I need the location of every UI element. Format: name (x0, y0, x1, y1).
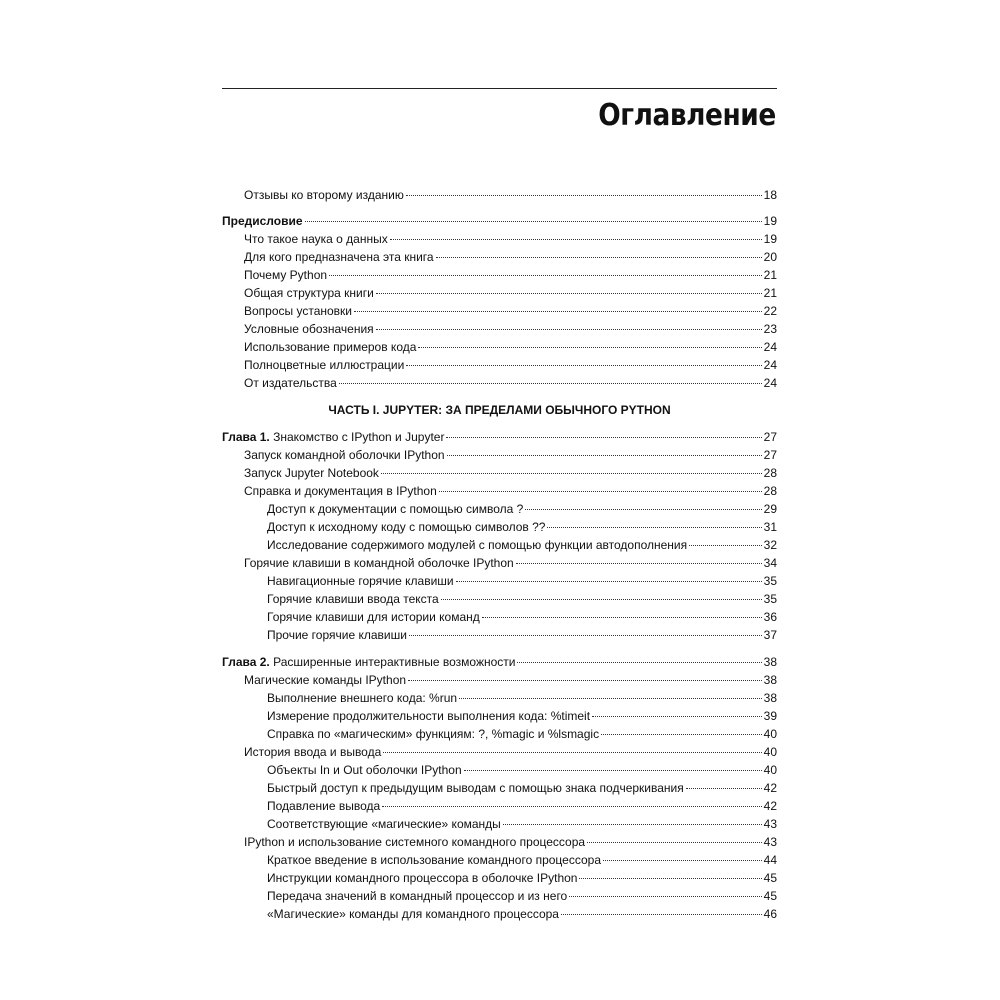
dot-leader (569, 896, 761, 897)
top-rule (222, 88, 777, 89)
dot-leader (456, 581, 762, 582)
dot-leader (406, 365, 761, 366)
toc-spacer (222, 419, 777, 428)
toc-entry-text: Справка по «магическим» функциям: ?, %magic и %lsmagic (267, 727, 600, 741)
toc-entry[interactable] (222, 536, 777, 554)
toc-entry-text: Справка и документация в IPython (244, 484, 437, 498)
toc-entry-label (244, 833, 585, 851)
toc-page-number: 38 (763, 691, 777, 705)
toc-page-number: 19 (763, 232, 777, 246)
dot-leader (525, 509, 761, 510)
toc-entry[interactable] (222, 779, 777, 797)
dot-leader (409, 635, 762, 636)
toc-entry[interactable] (222, 590, 777, 608)
toc-entry-text: Расширенные интерактивные возможности (273, 655, 516, 669)
toc-entry-label (267, 608, 480, 626)
toc-page-number: 43 (763, 817, 777, 831)
part-heading: ЧАСТЬ I. JUPYTER: ЗА ПРЕДЕЛАМИ ОБЫЧНОГО PYTHON (328, 403, 671, 417)
toc-entry-label (222, 212, 303, 230)
dot-leader (503, 824, 762, 825)
toc-entry-text: Выполнение внешнего кода: %run (267, 691, 458, 705)
dot-leader (381, 473, 762, 474)
toc-spacer (222, 392, 777, 401)
dot-leader (441, 599, 762, 600)
toc-entry-text: Доступ к документации с помощью символа ? (267, 502, 524, 516)
toc-entry[interactable] (222, 338, 777, 356)
toc-entry-text: Инструкции командного процессора в оболочке IPython (267, 871, 578, 885)
dot-leader (464, 770, 762, 771)
toc-entry-text: IPython и использование системного командного процессора (244, 835, 586, 849)
toc-entry-label (267, 536, 687, 554)
toc-page-number: 34 (763, 556, 777, 570)
dot-leader (329, 275, 762, 276)
toc-entry[interactable] (222, 572, 777, 590)
toc-entry-label (244, 464, 379, 482)
toc-spacer (222, 204, 777, 212)
toc-entry-text: Соответствующие «магические» команды (267, 817, 501, 831)
toc-entry-text: Краткое введение в использование командного процессора (267, 853, 601, 867)
toc-entry-text: Быстрый доступ к предыдущим выводам с помощью знака подчеркивания (267, 781, 684, 795)
toc-entry-text: Горячие клавиши в командной оболочке IPython (244, 556, 514, 570)
toc-entry-text: Запуск Jupyter Notebook (244, 466, 379, 480)
toc-entry[interactable] (222, 833, 777, 851)
toc-entry-label (267, 626, 407, 644)
toc-entry-text: Знакомство с IPython и Jupyter (273, 430, 445, 444)
toc-page-number: 32 (763, 538, 777, 552)
toc-entry[interactable] (222, 248, 777, 266)
toc-entry[interactable] (222, 815, 777, 833)
toc-entry[interactable] (222, 518, 777, 536)
toc-entry-label (267, 869, 577, 887)
toc-entry[interactable] (222, 725, 777, 743)
toc-entry-text: Общая структура книги (244, 286, 374, 300)
toc-entry[interactable] (222, 869, 777, 887)
toc-entry-label (267, 851, 601, 869)
table-of-contents (222, 186, 777, 923)
toc-page-number: 19 (763, 214, 777, 228)
toc-entry-text: Вопросы установки (244, 304, 353, 318)
toc-entry-text: Отзывы ко второму изданию (244, 188, 404, 202)
toc-entry[interactable] (222, 797, 777, 815)
toc-entry[interactable] (222, 554, 777, 572)
toc-entry[interactable] (222, 626, 777, 644)
toc-page-number: 29 (763, 502, 777, 516)
toc-entry-text: Магические команды IPython (244, 673, 407, 687)
toc-entry-label (244, 554, 514, 572)
toc-entry[interactable] (222, 851, 777, 869)
toc-entry[interactable] (222, 266, 777, 284)
toc-page-number: 21 (763, 268, 777, 282)
toc-entry-text: Горячие клавиши для истории команд (267, 610, 480, 624)
dot-leader (516, 563, 762, 564)
toc-entry-label (267, 887, 567, 905)
toc-entry-text: «Магические» команды для командного процессора (267, 907, 559, 921)
toc-entry[interactable] (222, 464, 777, 482)
toc-page-number: 40 (763, 727, 777, 741)
toc-page-number: 37 (763, 628, 777, 642)
toc-entry-text: Навигационные горячие клавиши (267, 574, 454, 588)
toc-entry-label (244, 374, 337, 392)
toc-entry-label (244, 248, 434, 266)
toc-entry[interactable] (222, 374, 777, 392)
toc-page-number: 20 (763, 250, 777, 264)
toc-page-number: 38 (763, 673, 777, 687)
dot-leader (689, 545, 762, 546)
toc-page-number: 35 (763, 592, 777, 606)
toc-entry-text: Подавление вывода (267, 799, 381, 813)
toc-entry-label (244, 230, 388, 248)
toc-page-number: 46 (763, 907, 777, 921)
chapter-number: Глава 2. (222, 655, 270, 669)
toc-entry-label (244, 671, 406, 689)
dot-leader (406, 195, 762, 196)
toc-page-number: 45 (763, 889, 777, 903)
dot-leader (439, 491, 762, 492)
toc-entry[interactable] (222, 284, 777, 302)
dot-leader (408, 680, 762, 681)
dot-leader (579, 878, 761, 879)
toc-entry-label (244, 743, 381, 761)
toc-entry-text: История ввода и вывода (244, 745, 382, 759)
toc-entry-text: Полноцветные иллюстрации (244, 358, 405, 372)
toc-entry-label (222, 653, 515, 671)
toc-entry-text: Измерение продолжительности выполнения кода: %timeit (267, 709, 591, 723)
toc-entry-text: Предисловие (222, 214, 303, 228)
toc-entry-label (267, 815, 501, 833)
toc-entry-label (222, 428, 444, 446)
toc-entry[interactable] (222, 428, 777, 446)
toc-entry[interactable] (222, 905, 777, 923)
toc-entry-text: Использование примеров кода (244, 340, 417, 354)
dot-leader (547, 527, 761, 528)
toc-entry[interactable] (222, 356, 777, 374)
toc-entry-text: От издательства (244, 376, 337, 390)
toc-entry-label (244, 320, 374, 338)
toc-entry-label (244, 186, 404, 204)
dot-leader (390, 239, 762, 240)
toc-entry[interactable] (222, 446, 777, 464)
toc-entry-label (244, 284, 374, 302)
toc-entry-text: Условные обозначения (244, 322, 374, 336)
toc-entry-text: Для кого предназначена эта книга (244, 250, 434, 264)
toc-page-number: 24 (763, 340, 777, 354)
toc-page-number: 24 (763, 376, 777, 390)
toc-entry-text: Исследование содержимого модулей с помощью функции автодополнения (267, 538, 688, 552)
toc-page-number: 43 (763, 835, 777, 849)
toc-entry-label (267, 590, 439, 608)
toc-entry[interactable] (222, 320, 777, 338)
toc-page-number: 35 (763, 574, 777, 588)
toc-entry[interactable] (222, 230, 777, 248)
dot-leader (436, 257, 762, 258)
dot-leader (383, 752, 761, 753)
toc-entry[interactable] (222, 743, 777, 761)
dot-leader (601, 734, 762, 735)
toc-entry-text: Что такое наука о данных (244, 232, 388, 246)
dot-leader (354, 311, 762, 312)
toc-page-number: 21 (763, 286, 777, 300)
dot-leader (376, 293, 762, 294)
toc-entry[interactable] (222, 671, 777, 689)
toc-page-number: 18 (763, 188, 777, 202)
dot-leader (305, 221, 762, 222)
toc-entry-text: Передача значений в командный процессор и из него (267, 889, 568, 903)
toc-entry[interactable] (222, 186, 777, 204)
dot-leader (587, 842, 762, 843)
toc-entry-label (267, 761, 462, 779)
toc-entry-text: Запуск командной оболочки IPython (244, 448, 445, 462)
dot-leader (339, 383, 762, 384)
dot-leader (447, 455, 762, 456)
toc-entry[interactable] (222, 482, 777, 500)
toc-page-number: 28 (763, 466, 777, 480)
toc-page-number: 27 (763, 430, 777, 444)
toc-page-number: 27 (763, 448, 777, 462)
toc-page-number: 28 (763, 484, 777, 498)
toc-page-number: 38 (763, 655, 777, 669)
dot-leader (446, 437, 761, 438)
toc-entry-label (267, 707, 590, 725)
chapter-number: Глава 1. (222, 430, 270, 444)
toc-entry[interactable] (222, 887, 777, 905)
dot-leader (382, 806, 761, 807)
toc-entry-label (267, 725, 599, 743)
toc-entry-text: Почему Python (244, 268, 328, 282)
toc-entry-text: Объекты In и Out оболочки IPython (267, 763, 462, 777)
toc-page-number: 39 (763, 709, 777, 723)
toc-entry-label (267, 797, 380, 815)
toc-page-number: 42 (763, 781, 777, 795)
toc-entry[interactable] (222, 500, 777, 518)
toc-entry[interactable] (222, 302, 777, 320)
toc-entry-text: Прочие горячие клавиши (267, 628, 407, 642)
dot-leader (459, 698, 762, 699)
toc-entry-label (267, 518, 545, 536)
toc-entry-label (244, 266, 327, 284)
dot-leader (517, 662, 761, 663)
toc-page-number: 45 (763, 871, 777, 885)
toc-page-number: 40 (763, 745, 777, 759)
toc-entry-label (244, 338, 416, 356)
toc-entry-label (267, 779, 684, 797)
toc-entry[interactable] (222, 707, 777, 725)
toc-entry-label (244, 356, 404, 374)
dot-leader (686, 788, 762, 789)
toc-entry-label (244, 446, 445, 464)
toc-entry-label (267, 905, 559, 923)
toc-entry[interactable] (222, 608, 777, 626)
toc-entry[interactable] (222, 689, 777, 707)
toc-entry-label (267, 689, 457, 707)
toc-entry-label (267, 500, 523, 518)
page-title: Оглавление (598, 98, 776, 133)
toc-page-number: 40 (763, 763, 777, 777)
toc-entry-label (244, 482, 437, 500)
toc-page-number: 24 (763, 358, 777, 372)
toc-page-number: 42 (763, 799, 777, 813)
toc-page-number: 22 (763, 304, 777, 318)
toc-page-number: 44 (763, 853, 777, 867)
dot-leader (482, 617, 762, 618)
dot-leader (592, 716, 762, 717)
dot-leader (418, 347, 761, 348)
toc-entry-text: Горячие клавиши ввода текста (267, 592, 439, 606)
toc-entry-label (244, 302, 352, 320)
dot-leader (561, 914, 762, 915)
toc-spacer (222, 644, 777, 653)
toc-entry-label (267, 572, 454, 590)
toc-entry[interactable] (222, 761, 777, 779)
toc-page-number: 23 (763, 322, 777, 336)
toc-entry-text: Доступ к исходному коду с помощью символов ?? (267, 520, 546, 534)
toc-page-number: 36 (763, 610, 777, 624)
toc-page-number: 31 (763, 520, 777, 534)
dot-leader (376, 329, 762, 330)
toc-entry[interactable] (222, 653, 777, 671)
dot-leader (603, 860, 762, 861)
toc-entry[interactable] (222, 212, 777, 230)
